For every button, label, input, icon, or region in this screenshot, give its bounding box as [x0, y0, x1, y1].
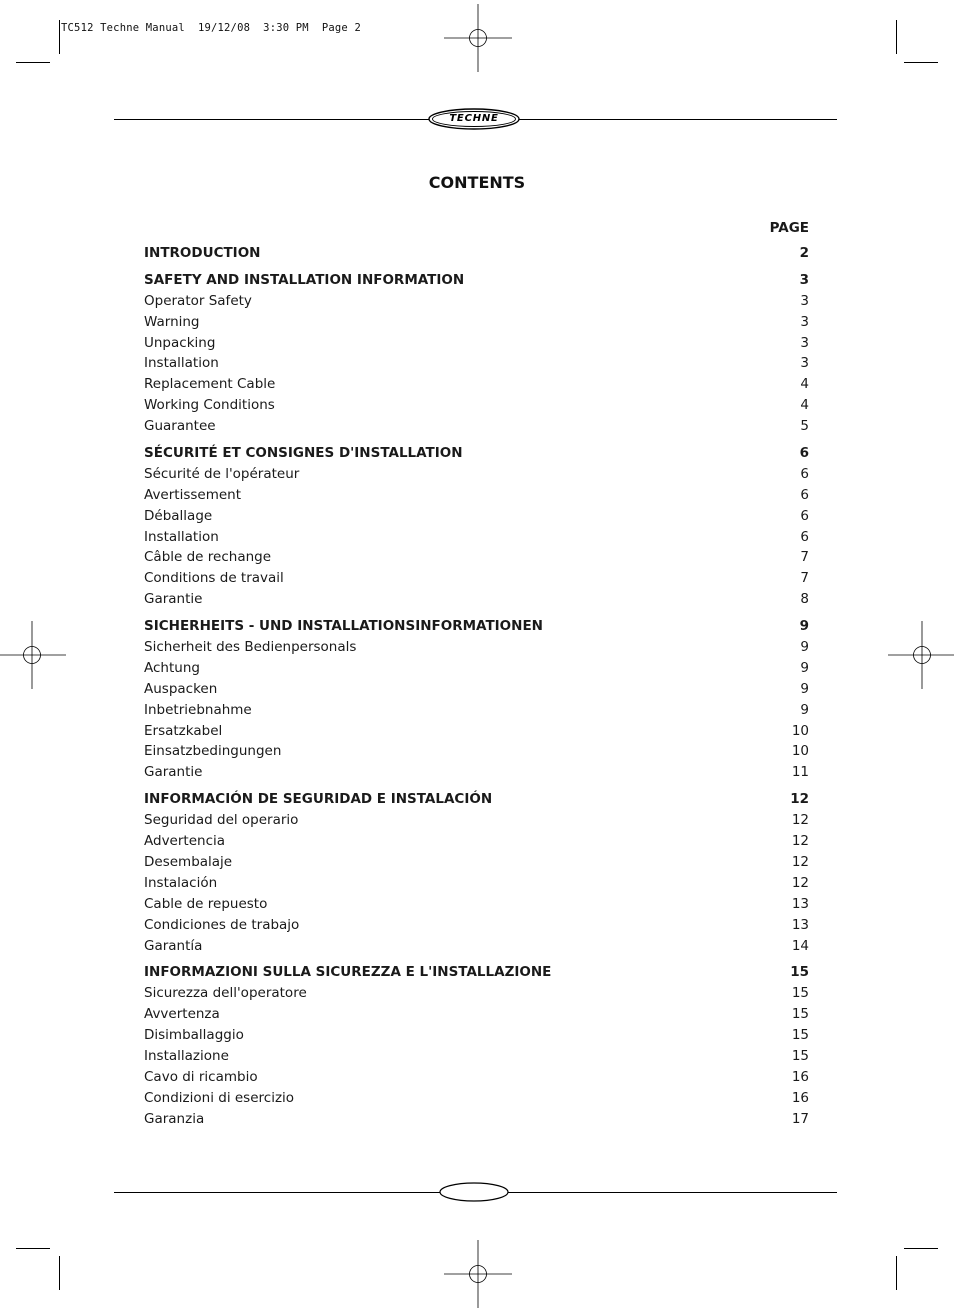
- toc-page-number: 9: [799, 618, 809, 635]
- toc-entry-label: Installazione: [144, 1047, 229, 1064]
- toc-section: [144, 789, 809, 956]
- toc-entry-label: Guarantee: [144, 418, 216, 435]
- toc-entry-row[interactable]: [144, 589, 809, 610]
- page-title: CONTENTS: [428, 173, 526, 192]
- toc-page-number: 16: [791, 1089, 809, 1106]
- crop-mark: [896, 20, 897, 54]
- toc-page-number: 9: [800, 639, 809, 656]
- toc-entry-row[interactable]: [144, 810, 809, 831]
- toc-page-number: 9: [800, 659, 809, 676]
- toc-entry-label: Cavo di ricambio: [144, 1068, 258, 1085]
- toc-section-heading: INTRODUCTION: [144, 245, 261, 261]
- table-of-contents: [144, 243, 809, 1130]
- toc-entry-label: Installation: [144, 355, 219, 372]
- toc-section-heading-row[interactable]: [144, 443, 809, 464]
- toc-entry-label: Desembalaje: [144, 853, 233, 870]
- toc-entry-row[interactable]: [144, 679, 809, 700]
- toc-page-number: 14: [791, 937, 809, 954]
- toc-entry-label: Avertissement: [144, 486, 242, 503]
- toc-entry-label: Conditions de travail: [144, 570, 284, 587]
- toc-section-heading-row[interactable]: [144, 789, 809, 810]
- toc-entry-label: Condiciones de trabajo: [144, 916, 300, 933]
- toc-entry-row[interactable]: [144, 353, 809, 374]
- footer-rule-right: [508, 1192, 837, 1193]
- toc-section: [144, 616, 809, 783]
- toc-page-number: 13: [791, 916, 809, 933]
- registration-mark-icon: [444, 1240, 512, 1308]
- footer-rule-left: [114, 1192, 440, 1193]
- toc-entry-row[interactable]: [144, 568, 809, 589]
- toc-page-number: 3: [800, 355, 809, 372]
- toc-entry-row[interactable]: [144, 1109, 809, 1130]
- toc-entry-row[interactable]: [144, 291, 809, 312]
- toc-entry-row[interactable]: [144, 395, 809, 416]
- toc-entry-row[interactable]: [144, 527, 809, 548]
- toc-page-number: 12: [791, 874, 809, 891]
- toc-entry-label: Cable de repuesto: [144, 895, 268, 912]
- toc-page-number: 3: [800, 292, 809, 309]
- toc-entry-row[interactable]: [144, 1067, 809, 1088]
- toc-page-number: 10: [791, 722, 809, 739]
- toc-entry-row[interactable]: [144, 1025, 809, 1046]
- toc-entry-label: Sicurezza dell'operatore: [144, 985, 307, 1002]
- toc-section-heading-row[interactable]: [144, 962, 809, 983]
- toc-page-number: 9: [800, 680, 809, 697]
- header-rule-left: [114, 119, 432, 120]
- toc-page-number: 6: [800, 465, 809, 482]
- toc-entry-row[interactable]: [144, 852, 809, 873]
- toc-entry-row[interactable]: [144, 416, 809, 437]
- crop-mark: [16, 1248, 50, 1249]
- toc-page-number: 17: [791, 1110, 809, 1127]
- crop-mark: [904, 62, 938, 63]
- toc-entry-label: Auspacken: [144, 680, 218, 697]
- toc-entry-label: Garantie: [144, 764, 203, 781]
- toc-entry-label: Inbetriebnahme: [144, 701, 252, 718]
- toc-entry-label: Instalación: [144, 874, 218, 891]
- toc-entry-row[interactable]: [144, 464, 809, 485]
- toc-entry-row[interactable]: [144, 873, 809, 894]
- toc-entry-label: Seguridad del operario: [144, 812, 299, 829]
- toc-entry-row[interactable]: [144, 506, 809, 527]
- toc-page-number: 3: [799, 271, 809, 288]
- toc-entry-label: Advertencia: [144, 833, 226, 850]
- toc-section-heading-row[interactable]: [144, 616, 809, 637]
- toc-section-heading: INFORMAZIONI SULLA SICUREZZA E L'INSTALLAZIONE: [144, 964, 552, 981]
- toc-entry-row[interactable]: [144, 1046, 809, 1067]
- toc-entry-label: Replacement Cable: [144, 376, 276, 393]
- crop-mark: [59, 1256, 60, 1290]
- header-rule-right: [516, 119, 837, 120]
- toc-page-number: 6: [799, 445, 809, 462]
- toc-page-number: 13: [791, 895, 809, 912]
- toc-entry-label: Unpacking: [144, 334, 216, 351]
- toc-entry-label: Sicherheit des Bedienpersonals: [144, 639, 357, 656]
- toc-entry-row[interactable]: [144, 831, 809, 852]
- toc-page-number: 4: [800, 397, 809, 414]
- toc-entry-label: Installation: [144, 528, 219, 545]
- toc-entry-row[interactable]: [144, 936, 809, 957]
- toc-entry-label: Ersatzkabel: [144, 722, 223, 739]
- crop-mark: [904, 1248, 938, 1249]
- toc-entry-label: Condizioni di esercizio: [144, 1089, 295, 1106]
- toc-section: [144, 443, 809, 610]
- toc-entry-row[interactable]: [144, 333, 809, 354]
- toc-page-number: 9: [800, 701, 809, 718]
- toc-entry-row[interactable]: [144, 1004, 809, 1025]
- toc-entry-row[interactable]: [144, 700, 809, 721]
- toc-page-number: 15: [791, 1006, 809, 1023]
- page-column-label: PAGE: [769, 220, 809, 236]
- print-slug: TC512 Techne Manual 19/12/08 3:30 PM Page 2: [61, 22, 361, 34]
- toc-entry-label: Garantie: [144, 591, 203, 608]
- toc-entry-row[interactable]: [144, 547, 809, 568]
- footer-oval-icon: [439, 1182, 509, 1202]
- toc-entry-label: Garanzia: [144, 1110, 205, 1127]
- toc-entry-row[interactable]: [144, 312, 809, 333]
- toc-entry-row[interactable]: [144, 915, 809, 936]
- toc-entry-label: Working Conditions: [144, 397, 275, 414]
- toc-page-number: 12: [790, 791, 809, 808]
- toc-entry-label: Operator Safety: [144, 292, 252, 309]
- toc-entry-row[interactable]: [144, 1088, 809, 1109]
- toc-page-number: 12: [791, 812, 809, 829]
- toc-entry-row[interactable]: [144, 741, 809, 762]
- toc-page-number: 2: [799, 245, 809, 261]
- toc-section-heading-row[interactable]: [144, 270, 809, 291]
- techne-logo: [428, 108, 520, 130]
- toc-entry-row[interactable]: [144, 485, 809, 506]
- crop-mark: [59, 20, 60, 54]
- toc-entry-label: Warning: [144, 313, 200, 330]
- toc-page-number: 7: [800, 570, 809, 587]
- toc-section-heading: SAFETY AND INSTALLATION INFORMATION: [144, 271, 465, 288]
- toc-section: [144, 243, 809, 264]
- toc-entry-label: Disimballaggio: [144, 1027, 244, 1044]
- toc-section-heading-row[interactable]: [144, 243, 809, 264]
- toc-entry-row[interactable]: [144, 637, 809, 658]
- toc-page-number: 6: [800, 528, 809, 545]
- toc-entry-label: Achtung: [144, 659, 200, 676]
- toc-page-number: 6: [800, 507, 809, 524]
- toc-entry-label: Déballage: [144, 507, 213, 524]
- toc-section-heading: SICHERHEITS - UND INSTALLATIONSINFORMATIONEN: [144, 618, 543, 635]
- toc-page-number: 15: [791, 1047, 809, 1064]
- logo-text: TECHNE: [449, 113, 499, 124]
- toc-page-number: 12: [791, 853, 809, 870]
- crop-mark: [896, 1256, 897, 1290]
- toc-page-number: 15: [791, 1027, 809, 1044]
- toc-entry-row[interactable]: [144, 658, 809, 679]
- toc-entry-label: Avvertenza: [144, 1006, 220, 1023]
- toc-page-number: 8: [800, 591, 809, 608]
- toc-page-number: 3: [800, 334, 809, 351]
- toc-page-number: 11: [791, 764, 809, 781]
- toc-entry-row[interactable]: [144, 721, 809, 742]
- toc-entry-label: Einsatzbedingungen: [144, 743, 282, 760]
- toc-page-number: 4: [800, 376, 809, 393]
- toc-section: [144, 270, 809, 437]
- crop-mark: [16, 62, 50, 63]
- toc-entry-label: Garantía: [144, 937, 203, 954]
- toc-page-number: 7: [800, 549, 809, 566]
- toc-section: [144, 962, 809, 1129]
- toc-section-heading: INFORMACIÓN DE SEGURIDAD E INSTALACIÓN: [144, 791, 493, 808]
- toc-entry-row[interactable]: [144, 983, 809, 1004]
- toc-entry-row[interactable]: [144, 762, 809, 783]
- toc-entry-row[interactable]: [144, 894, 809, 915]
- toc-page-number: 5: [800, 418, 809, 435]
- toc-page-number: 16: [791, 1068, 809, 1085]
- toc-page-number: 12: [791, 833, 809, 850]
- toc-page-number: 10: [791, 743, 809, 760]
- toc-page-number: 15: [790, 964, 809, 981]
- toc-page-number: 6: [800, 486, 809, 503]
- toc-section-heading: SÉCURITÉ ET CONSIGNES D'INSTALLATION: [144, 445, 463, 462]
- registration-mark-icon: [888, 621, 954, 689]
- toc-page-number: 3: [800, 313, 809, 330]
- toc-entry-label: Sécurité de l'opérateur: [144, 465, 300, 482]
- toc-page-number: 15: [791, 985, 809, 1002]
- registration-mark-icon: [444, 4, 512, 72]
- toc-entry-row[interactable]: [144, 374, 809, 395]
- registration-mark-icon: [0, 621, 66, 689]
- toc-entry-label: Câble de rechange: [144, 549, 272, 566]
